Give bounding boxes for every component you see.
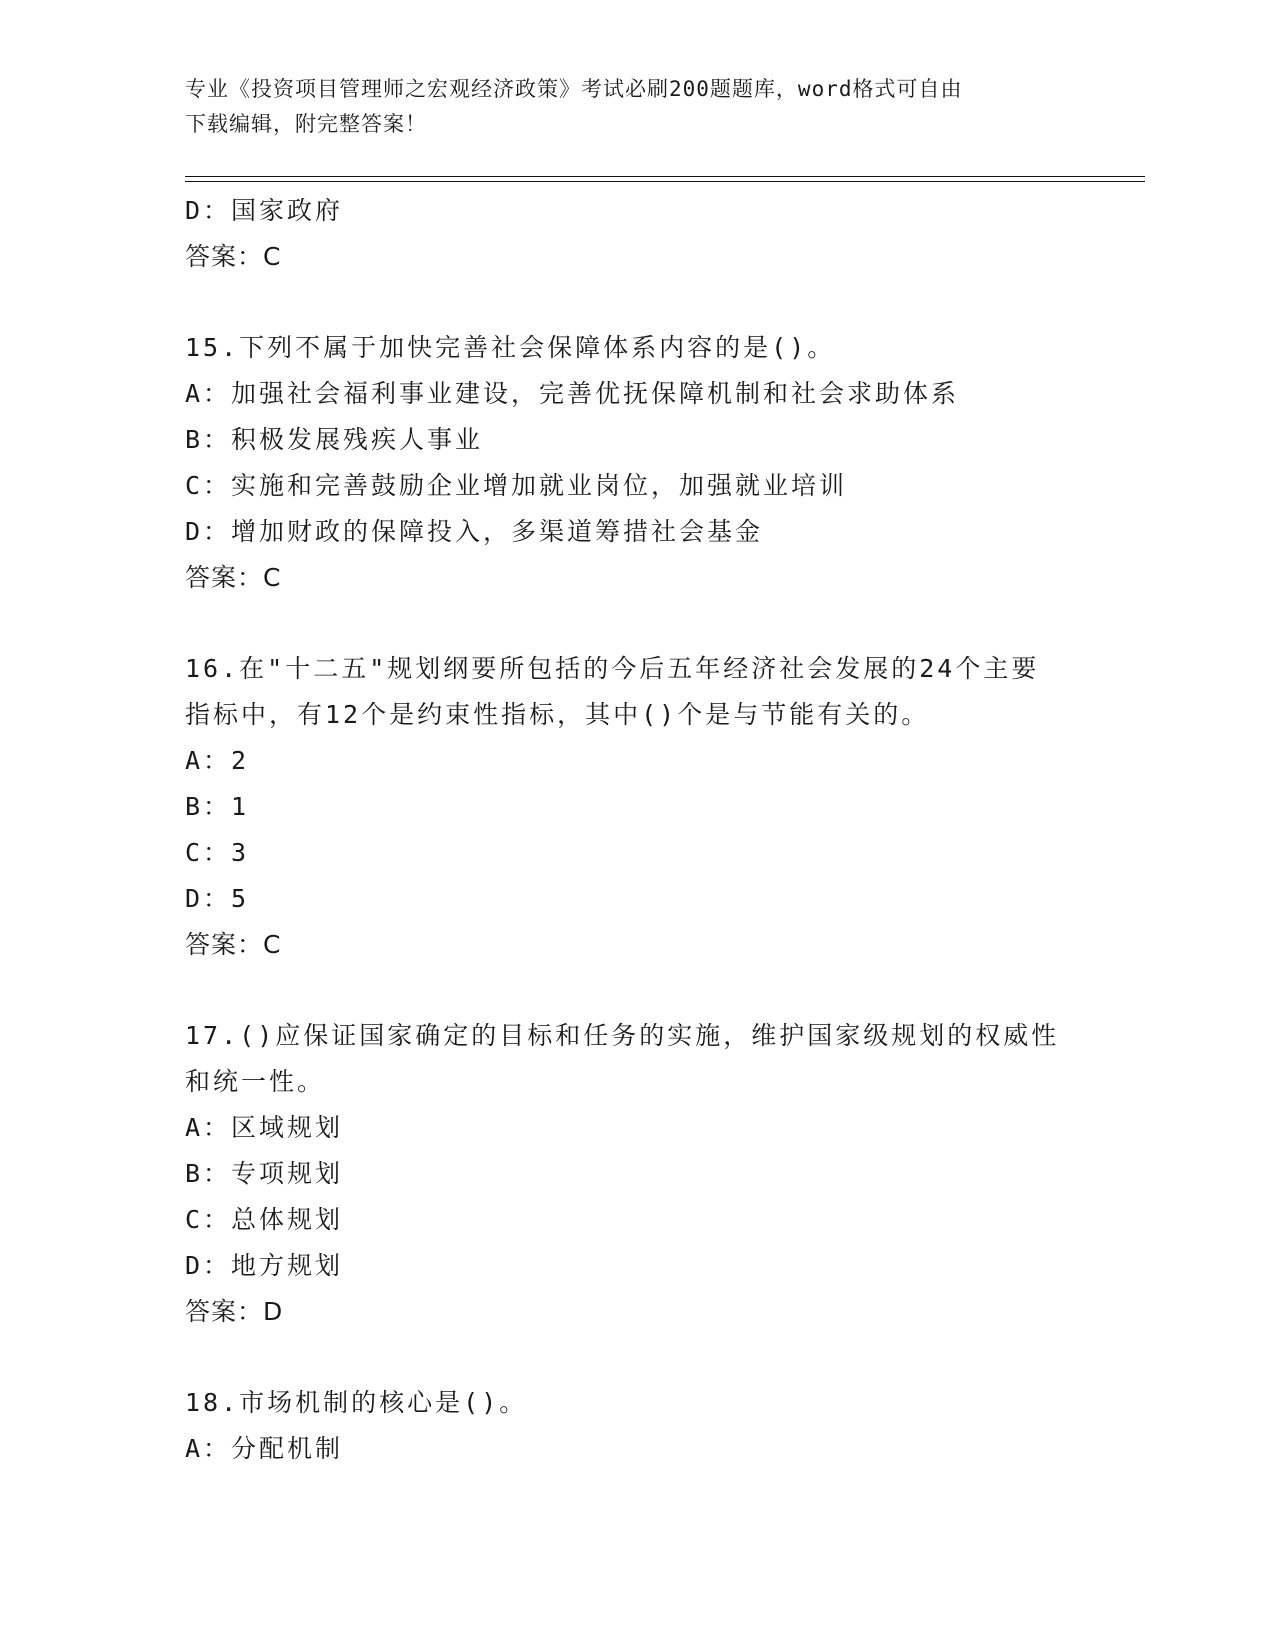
option-d: D：地方规划 <box>185 1251 344 1280</box>
spacer <box>185 601 1085 646</box>
answer-line: 答案：C <box>185 930 282 959</box>
question-15 <box>185 325 1085 601</box>
question-17 <box>185 1013 1085 1335</box>
answer-line: 答案：C <box>185 242 282 271</box>
answer-line: 答案：D <box>185 1297 284 1326</box>
question-stem-line-2: 指标中，有12个是约束性指标，其中()个是与节能有关的。 <box>185 700 930 729</box>
option-d: D：国家政府 <box>185 196 344 225</box>
question-16 <box>185 646 1085 968</box>
question-18 <box>185 1380 1085 1472</box>
option-a: A：2 <box>185 746 250 775</box>
question-stem: 15.下列不属于加快完善社会保障体系内容的是()。 <box>185 333 836 362</box>
option-c: C：总体规划 <box>185 1205 344 1234</box>
header-line-2: 下载编辑，附完整答案！ <box>185 112 427 136</box>
question-stem-line-1: 17.()应保证国家确定的目标和任务的实施，维护国家级规划的权威性 <box>185 1021 1060 1050</box>
question-stem-line-1: 16.在"十二五"规划纲要所包括的今后五年经济社会发展的24个主要 <box>185 654 1040 683</box>
question-content <box>185 188 1085 1472</box>
spacer <box>185 280 1085 325</box>
option-b: B：专项规划 <box>185 1159 344 1188</box>
option-b: B：积极发展残疾人事业 <box>185 425 484 454</box>
option-c: C：实施和完善鼓励企业增加就业岗位，加强就业培训 <box>185 471 848 500</box>
question-stem: 18.市场机制的核心是()。 <box>185 1388 528 1417</box>
option-a: A：区域规划 <box>185 1113 344 1142</box>
option-a: A：加强社会福利事业建设，完善优抚保障机制和社会求助体系 <box>185 379 960 408</box>
document-header <box>185 72 1085 142</box>
header-divider-bottom <box>185 181 1145 182</box>
header-line-1: 专业《投资项目管理师之宏观经济政策》考试必刷200题题库，word格式可自由 <box>185 77 963 101</box>
spacer <box>185 968 1085 1013</box>
header-divider-top <box>185 176 1145 177</box>
question-stem-line-2: 和统一性。 <box>185 1067 326 1096</box>
option-d: D：增加财政的保障投入，多渠道筹措社会基金 <box>185 517 764 546</box>
option-b: B：1 <box>185 792 250 821</box>
spacer <box>185 1335 1085 1380</box>
prev-question-block <box>185 188 1085 280</box>
option-a: A：分配机制 <box>185 1434 344 1463</box>
answer-line: 答案：C <box>185 563 282 592</box>
option-c: C：3 <box>185 838 250 867</box>
option-d: D：5 <box>185 884 250 913</box>
